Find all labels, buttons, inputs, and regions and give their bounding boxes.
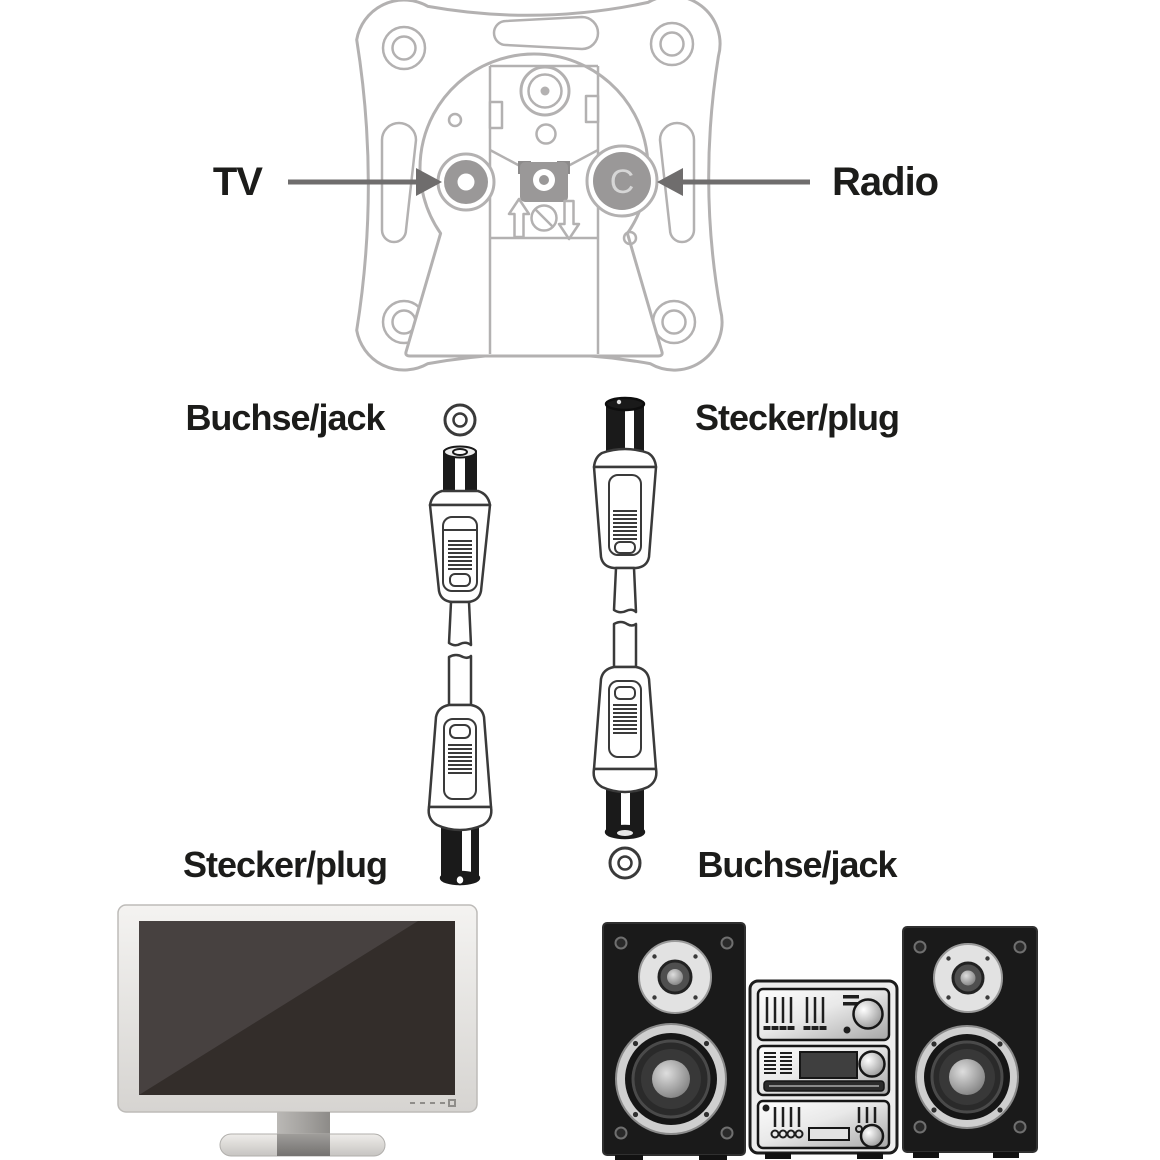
male-connector-down [429, 705, 492, 885]
cable-lower [449, 655, 471, 705]
jack-symbol-bottom-right [610, 848, 640, 878]
stack-unit-tuner [758, 989, 889, 1040]
cable-upper [449, 602, 471, 645]
male-connector-up [594, 398, 656, 568]
left-speaker [603, 923, 745, 1160]
tweeter [639, 941, 711, 1013]
stack-unit-deck [758, 1101, 889, 1148]
female-connector-down [594, 667, 657, 838]
f-connector-top [521, 67, 569, 115]
hifi-stack [750, 981, 897, 1159]
plug-bottom-label: Stecker/plug [182, 844, 388, 885]
jack-top-label: Buchse/jack [185, 397, 385, 438]
tweeter [934, 944, 1002, 1012]
plug-top-label: Stecker/plug [694, 397, 900, 438]
tv-arrow [288, 168, 442, 196]
jack-symbol-top-left [445, 405, 475, 435]
woofer [916, 1026, 1018, 1128]
left-cable [429, 405, 492, 885]
stereo-system-illustration [603, 923, 1037, 1160]
radio-port-marking: C [609, 163, 635, 201]
tv-stand-neck-shadow [277, 1134, 330, 1156]
stack-unit-amplifier [758, 1046, 889, 1095]
tv-port-label: TV [212, 160, 262, 204]
top-mounting-slot [494, 17, 598, 49]
radio-port-label: Radio [832, 160, 939, 204]
jack-bottom-label: Buchse/jack [697, 844, 897, 885]
tv-coax-port [438, 154, 494, 210]
female-connector-up [430, 447, 490, 603]
center-terminal [518, 161, 570, 202]
right-cable [594, 398, 657, 878]
cable-lower [614, 622, 636, 667]
radio-coax-port [587, 146, 657, 216]
woofer [616, 1024, 726, 1134]
cable-upper [614, 568, 636, 612]
radio-arrow [657, 168, 810, 196]
right-speaker [903, 927, 1037, 1158]
television-illustration [118, 905, 477, 1156]
